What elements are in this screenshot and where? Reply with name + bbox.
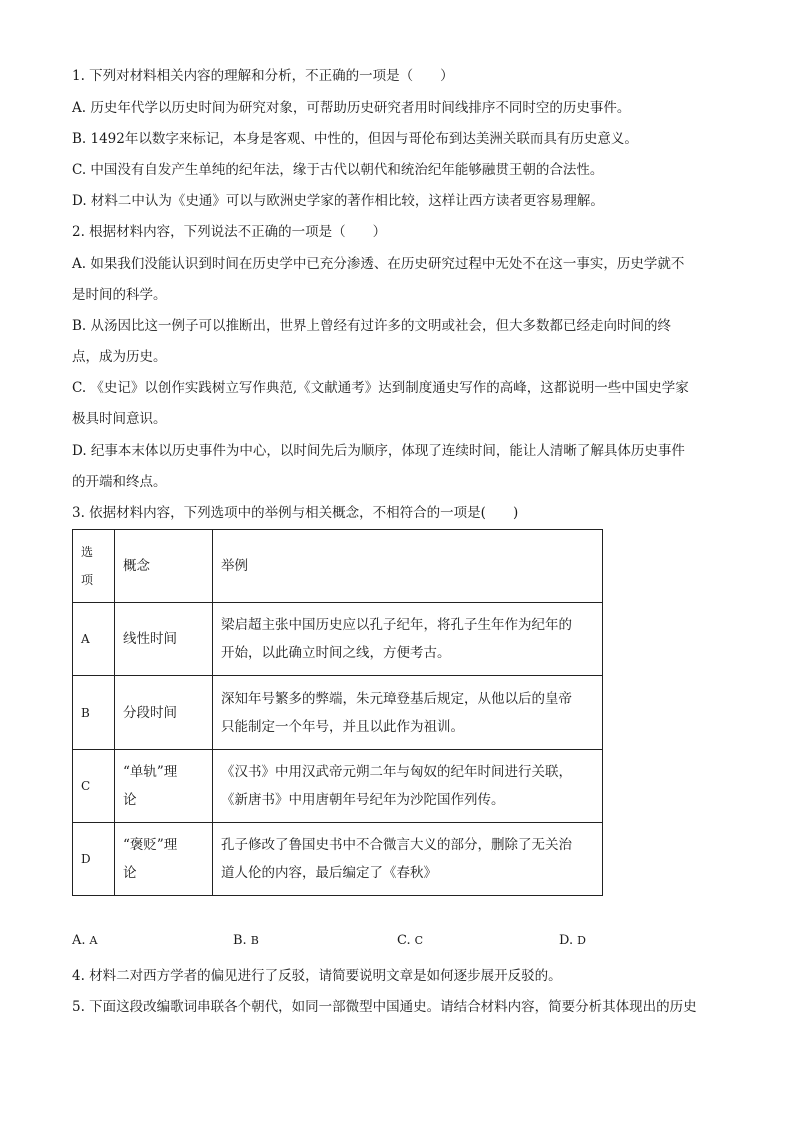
- row-example-cell: 《汉书》中用汉武帝元朔二年与匈奴的纪年时间进行关联， 《新唐书》中用唐朝年号纪年为沙陀国作列传。: [213, 750, 603, 823]
- q2-option-a-line1: A. 如果我们没能认识到时间在历史学中已充分渗透、在历史研究过程中无处不在这一事实，历史学就不: [72, 256, 685, 272]
- q2-option-d-line2: 的开端和终点。: [72, 474, 167, 490]
- q3-choice-d[interactable]: D. D: [559, 933, 586, 948]
- q3-options-table: [72, 529, 603, 896]
- q1-option-a: A. 历史年代学以历史时间为研究对象，可帮助历史研究者用时间线排序不同时空的历史事件。: [72, 100, 631, 116]
- q2-stem: 2. 根据材料内容，下列说法不正确的一项是（ ）: [72, 224, 387, 240]
- q2-option-c-line1: C. 《史记》以创作实践树立写作典范,《文献通考》达到制度通史写作的高峰，这都说明一些中国史学家: [72, 380, 689, 396]
- table-row: [73, 603, 603, 676]
- table-row: [73, 676, 603, 750]
- q2-option-c-line2: 极具时间意识。: [72, 411, 167, 427]
- q3-choice-c[interactable]: C. C: [397, 933, 424, 948]
- row-option-cell: B: [73, 676, 115, 750]
- row-concept-cell: “单轨”理 论: [115, 750, 213, 823]
- table-header-row: [73, 530, 603, 603]
- q2-option-b-line1: B. 从汤因比这一例子可以推断出，世界上曾经有过许多的文明或社会，但大多数都已经走向时间的终: [72, 318, 672, 334]
- row-concept-cell: “褒贬”理 论: [115, 823, 213, 896]
- header-option-cell: 选 项: [73, 530, 115, 603]
- q3-choice-a[interactable]: A. A: [72, 933, 98, 948]
- q1-stem: 1. 下列对材料相关内容的理解和分析，不正确的一项是（ ）: [72, 68, 454, 84]
- q3-stem: 3. 依据材料内容，下列选项中的举例与相关概念，不相符合的一项是( ): [72, 505, 519, 521]
- row-option-cell: A: [73, 603, 115, 676]
- q2-option-a-line2: 是时间的科学。: [72, 287, 167, 303]
- q5-stem: 5. 下面这段改编歌词串联各个朝代，如同一部微型中国通史。请结合材料内容，简要分析其体现出的历史: [72, 999, 697, 1015]
- q3-choice-b[interactable]: B. B: [233, 933, 259, 948]
- q1-option-d: D. 材料二中认为《史通》可以与欧洲史学家的著作相比较，这样让西方读者更容易理解。: [72, 193, 604, 209]
- table-row: [73, 823, 603, 896]
- row-example-cell: 梁启超主张中国历史应以孔子纪年，将孔子生年作为纪年的 开始，以此确立时间之线，方便考古。: [213, 603, 603, 676]
- row-concept-cell: 分段时间: [115, 676, 213, 750]
- row-concept-cell: 线性时间: [115, 603, 213, 676]
- row-option-cell: C: [73, 750, 115, 823]
- q2-option-b-line2: 点，成为历史。: [72, 349, 167, 365]
- header-example-cell: 举例: [213, 530, 603, 603]
- row-option-cell: D: [73, 823, 115, 896]
- q4-stem: 4. 材料二对西方学者的偏见进行了反驳，请简要说明文章是如何逐步展开反驳的。: [72, 968, 562, 984]
- table-row: [73, 750, 603, 823]
- q1-option-c: C. 中国没有自发产生单纯的纪年法，缘于古代以朝代和统治纪年能够融贯王朝的合法性。: [72, 162, 604, 178]
- q2-option-d-line1: D. 纪事本末体以历史事件为中心，以时间先后为顺序，体现了连续时间，能让人清晰了解具体历史事件: [72, 443, 685, 459]
- row-example-cell: 深知年号繁多的弊端，朱元璋登基后规定，从他以后的皇帝 只能制定一个年号，并且以此作为祖训。: [213, 676, 603, 750]
- header-concept-cell: 概念: [115, 530, 213, 603]
- q1-option-b: B. 1492年以数字来标记，本身是客观、中性的，但因与哥伦布到达美洲关联而具有历史意义。: [72, 131, 638, 147]
- row-example-cell: 孔子修改了鲁国史书中不合微言大义的部分，删除了无关治 道人伦的内容，最后编定了《春秋》: [213, 823, 603, 896]
